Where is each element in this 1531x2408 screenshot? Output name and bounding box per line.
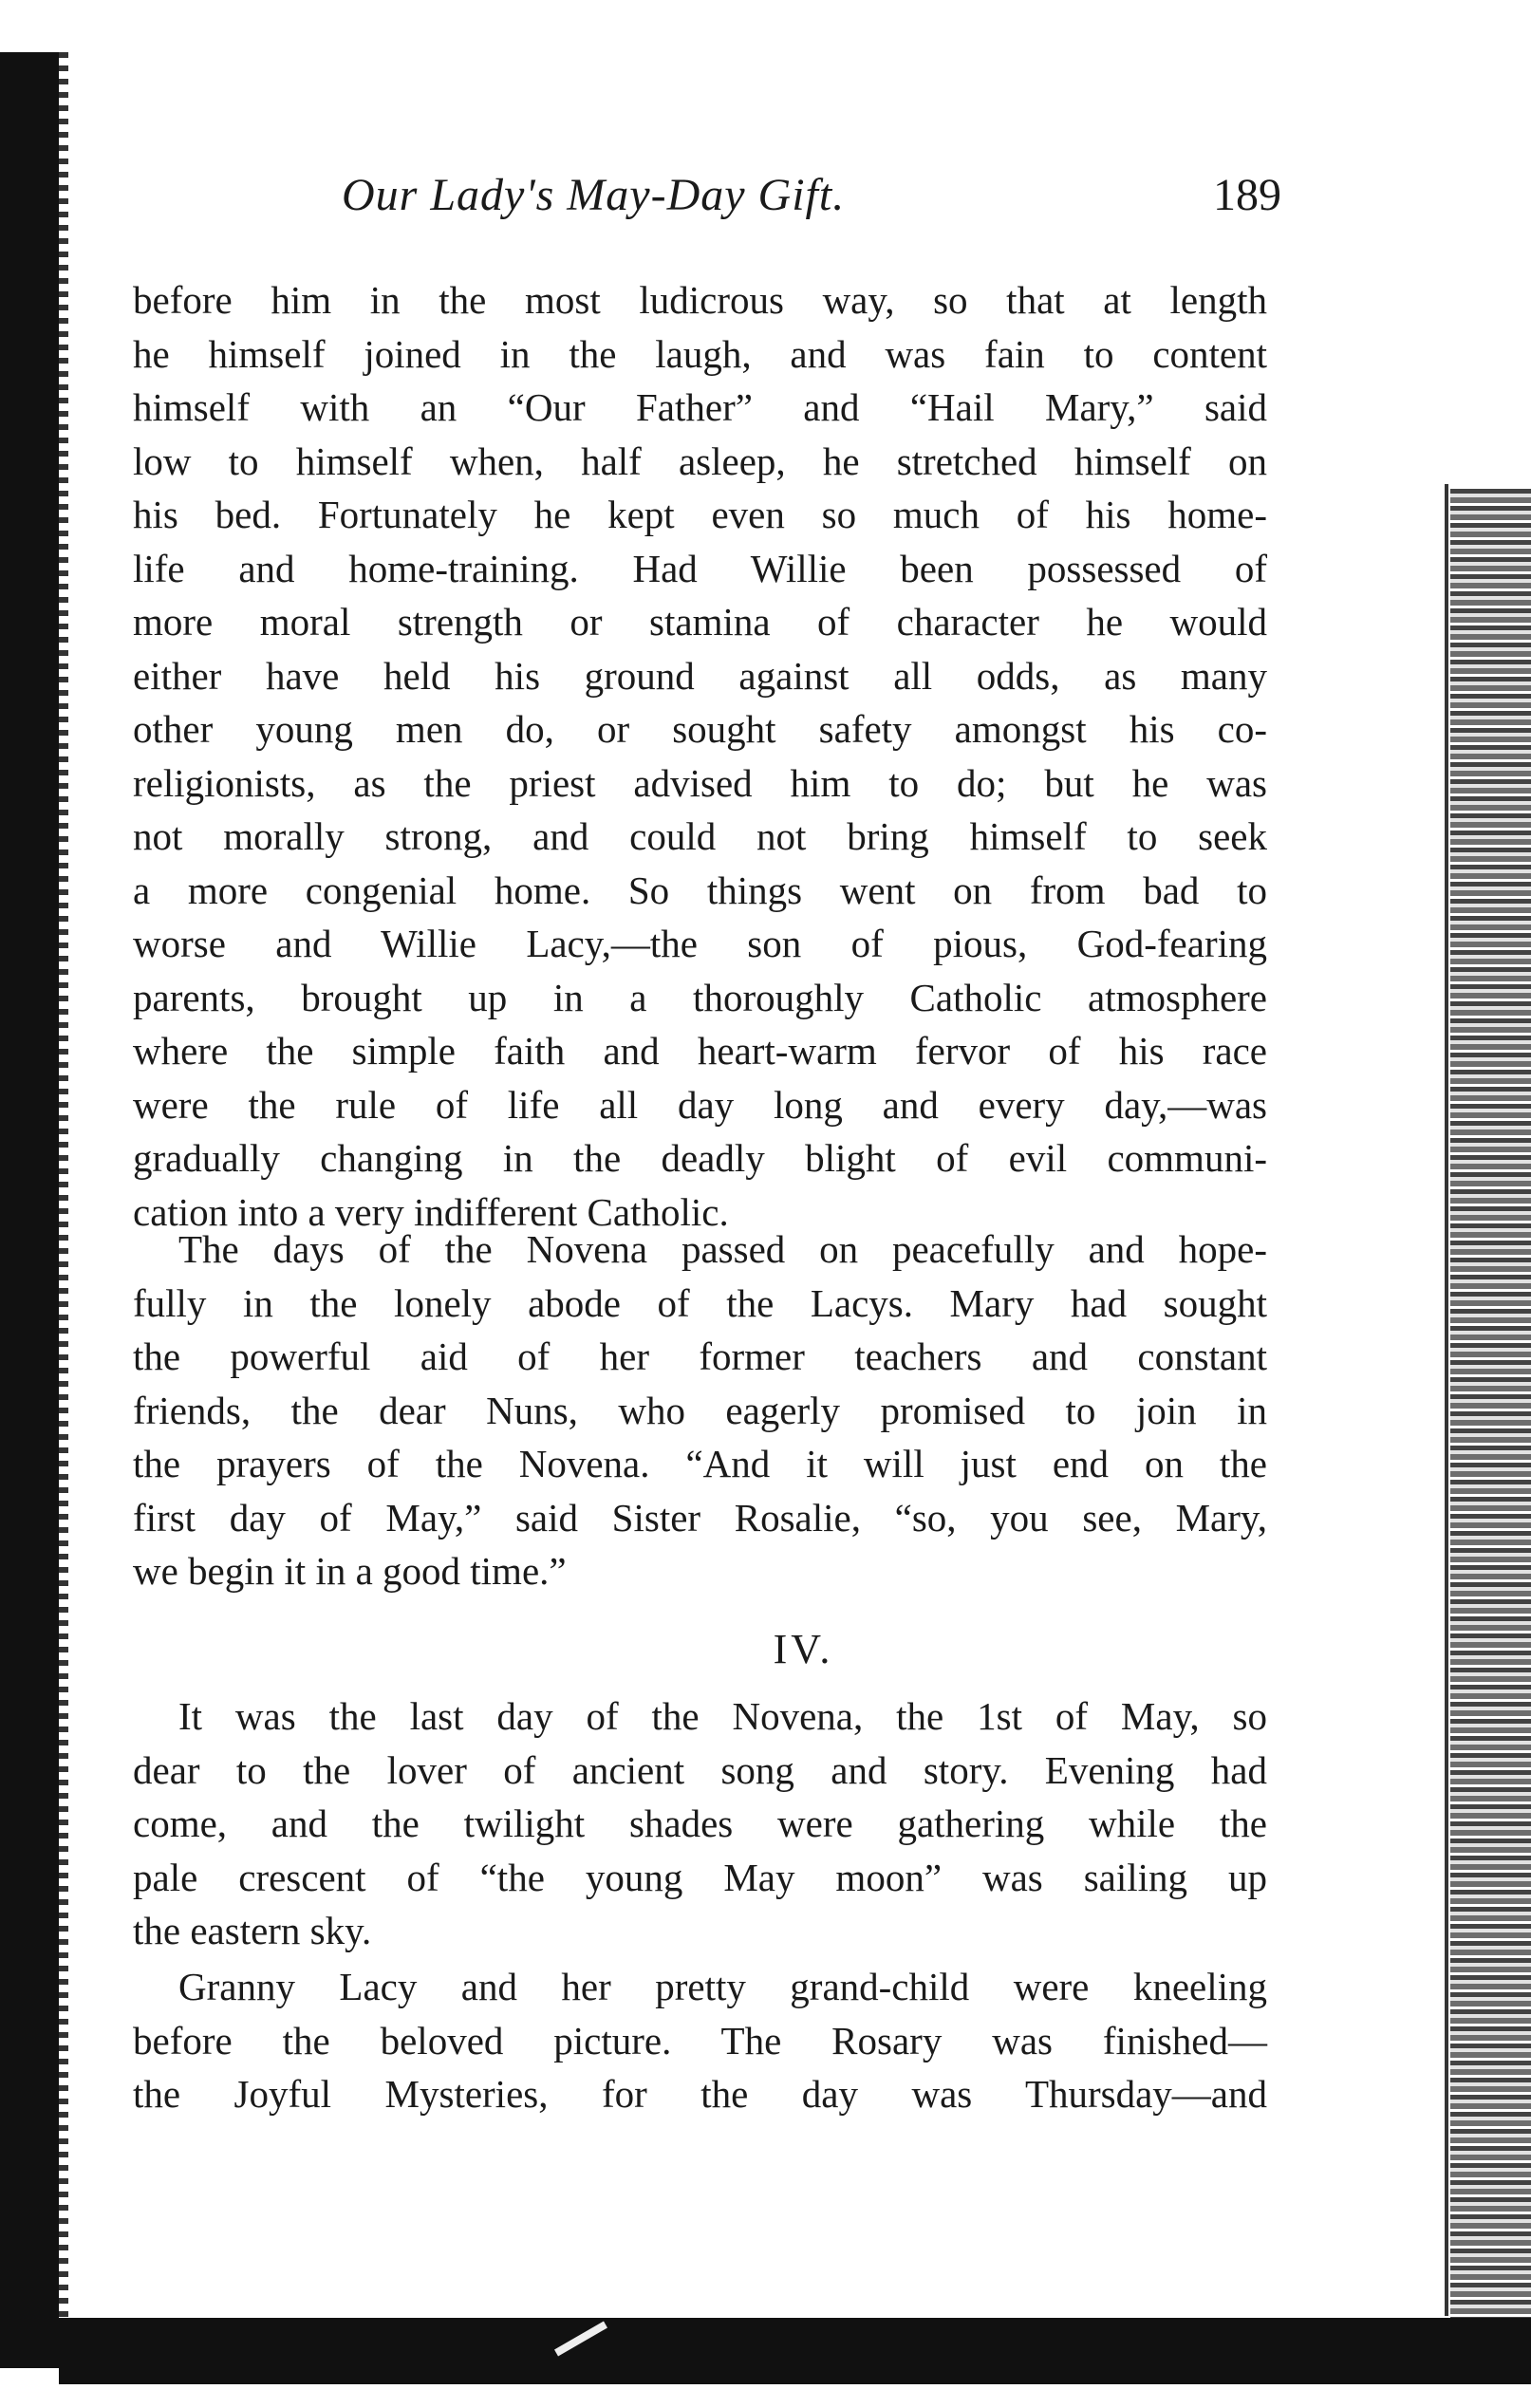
section-heading: IV. [773,1626,834,1672]
text-line: come, and the twilight shades were gathering while the [133,1801,1267,1845]
text-line: the Joyful Mysteries, for the day was Thursday—and [133,2072,1267,2116]
text-line: It was the last day of the Novena, the 1st of May, so [178,1694,1267,1738]
text-line: before him in the most ludicrous way, so that at length [133,278,1267,322]
text-line: a more congenial home. So things went on from bad to [133,868,1267,912]
page-number: 189 [1213,170,1281,220]
text-line: where the simple faith and heart-warm fervor of his race [133,1029,1267,1073]
text-line: fully in the lonely abode of the Lacys. Mary had sought [133,1280,1267,1325]
text-line: religionists, as the priest advised him to do; but he was [133,760,1267,805]
text-line: The days of the Novena passed on peacefully and hope- [178,1227,1267,1271]
text-line: pale crescent of “the young May moon” was sailing up [133,1855,1267,1899]
text-line: the eastern sky. [133,1909,372,1952]
text-line: Granny Lacy and her pretty grand-child were kneeling [178,1965,1267,2008]
scan-edge-left [0,52,59,2368]
running-header [342,169,1281,235]
text-line: first day of May,” said Sister Rosalie, “so, you see, Mary, [133,1495,1267,1540]
text-line: himself with an “Our Father” and “Hail Mary,” said [133,385,1267,429]
paragraph-3 [133,1689,1267,1958]
paragraph-4 [133,1960,1267,2121]
text-line: friends, the dear Nuns, who eagerly promised to join in [133,1388,1267,1432]
text-line: low to himself when, half asleep, he stretched himself on [133,439,1267,483]
text-line: life and home-training. Had Willie been possessed of [133,546,1267,590]
running-title: Our Lady's May-Day Gift. [342,170,846,220]
text-line: gradually changing in the deadly blight of evil communi- [133,1136,1267,1180]
text-line: cation into a very indifferent Catholic. [133,1189,729,1234]
text-line: parents, brought up in a thoroughly Catholic atmosphere [133,975,1267,1019]
text-line: dear to the lover of ancient song and story. Evening had [133,1747,1267,1792]
text-line: before the beloved picture. The Rosary was finished— [133,2018,1267,2063]
text-line: worse and Willie Lacy,—the son of pious, God-fearing [133,922,1267,965]
scan-edge-bottom [59,2318,1531,2384]
text-line: the prayers of the Novena. “And it will just end on the [133,1442,1267,1485]
text-line: the powerful aid of her former teachers and constant [133,1335,1267,1378]
text-line: not morally strong, and could not bring himself to seek [133,814,1267,858]
text-line: we begin it in a good time.” [133,1549,567,1593]
text-line: his bed. Fortunately he kept even so much of his home- [133,493,1267,536]
scan-edge-right-line [1445,484,1448,2316]
text-line: were the rule of life all day long and every day,—was [133,1082,1267,1127]
paragraph-2 [133,1223,1267,1598]
text-line: either have held his ground against all odds, as many [133,653,1267,698]
text-line: more moral strength or stamina of character he would [133,600,1267,644]
scan-edge-right [1450,489,1531,2321]
text-line: other young men do, or sought safety amongst his co- [133,707,1267,751]
paragraph-1 [133,273,1267,1239]
text-line: he himself joined in the laugh, and was fain to content [133,331,1267,376]
